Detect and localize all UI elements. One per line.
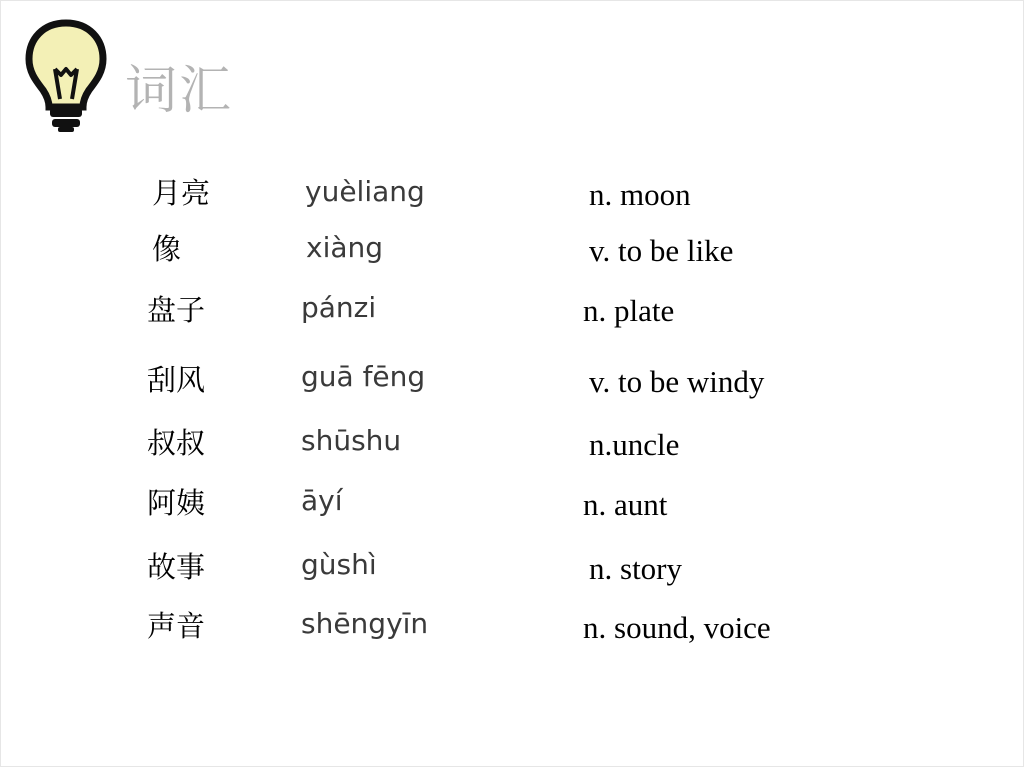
- vocab-hanzi: 叔叔: [147, 426, 206, 460]
- vocab-pinyin: yuèliang: [305, 175, 425, 208]
- vocab-pinyin: āyí: [301, 484, 343, 517]
- vocab-meaning: n. story: [589, 551, 682, 586]
- vocab-row: [1, 486, 1024, 536]
- vocab-pinyin: pánzi: [301, 291, 377, 324]
- lightbulb-icon: [25, 19, 107, 133]
- vocab-hanzi: 故事: [147, 550, 206, 584]
- vocab-meaning: n. sound, voice: [583, 610, 771, 645]
- vocab-meaning: v. to be like: [589, 233, 734, 268]
- vocab-meaning: n. moon: [589, 177, 691, 212]
- vocab-meaning: n.uncle: [589, 427, 680, 462]
- vocab-meaning: n. aunt: [583, 487, 668, 522]
- vocab-hanzi: 刮风: [147, 363, 206, 397]
- vocab-row: [1, 426, 1024, 476]
- vocab-pinyin: gùshì: [301, 548, 377, 581]
- vocab-meaning: v. to be windy: [589, 364, 765, 399]
- vocab-row: [1, 360, 1024, 413]
- vocab-hanzi: 盘子: [147, 293, 206, 327]
- page-title: 词汇: [125, 61, 234, 121]
- vocab-row: [1, 232, 1024, 282]
- vocab-row: [1, 609, 1024, 659]
- vocab-hanzi: 声音: [147, 609, 206, 643]
- vocab-hanzi: 月亮: [152, 176, 211, 210]
- vocab-pinyin: guā fēng: [301, 360, 426, 393]
- vocab-pinyin: xiàng: [306, 231, 384, 264]
- vocab-row: [1, 292, 1024, 342]
- vocab-meaning: n. plate: [583, 293, 675, 328]
- vocab-pinyin: shēngyīn: [301, 607, 429, 640]
- vocab-hanzi: 像: [152, 232, 182, 266]
- vocab-row: [1, 550, 1024, 600]
- vocab-row: [1, 176, 1024, 226]
- vocab-hanzi: 阿姨: [147, 486, 206, 520]
- vocab-pinyin: shūshu: [301, 424, 402, 457]
